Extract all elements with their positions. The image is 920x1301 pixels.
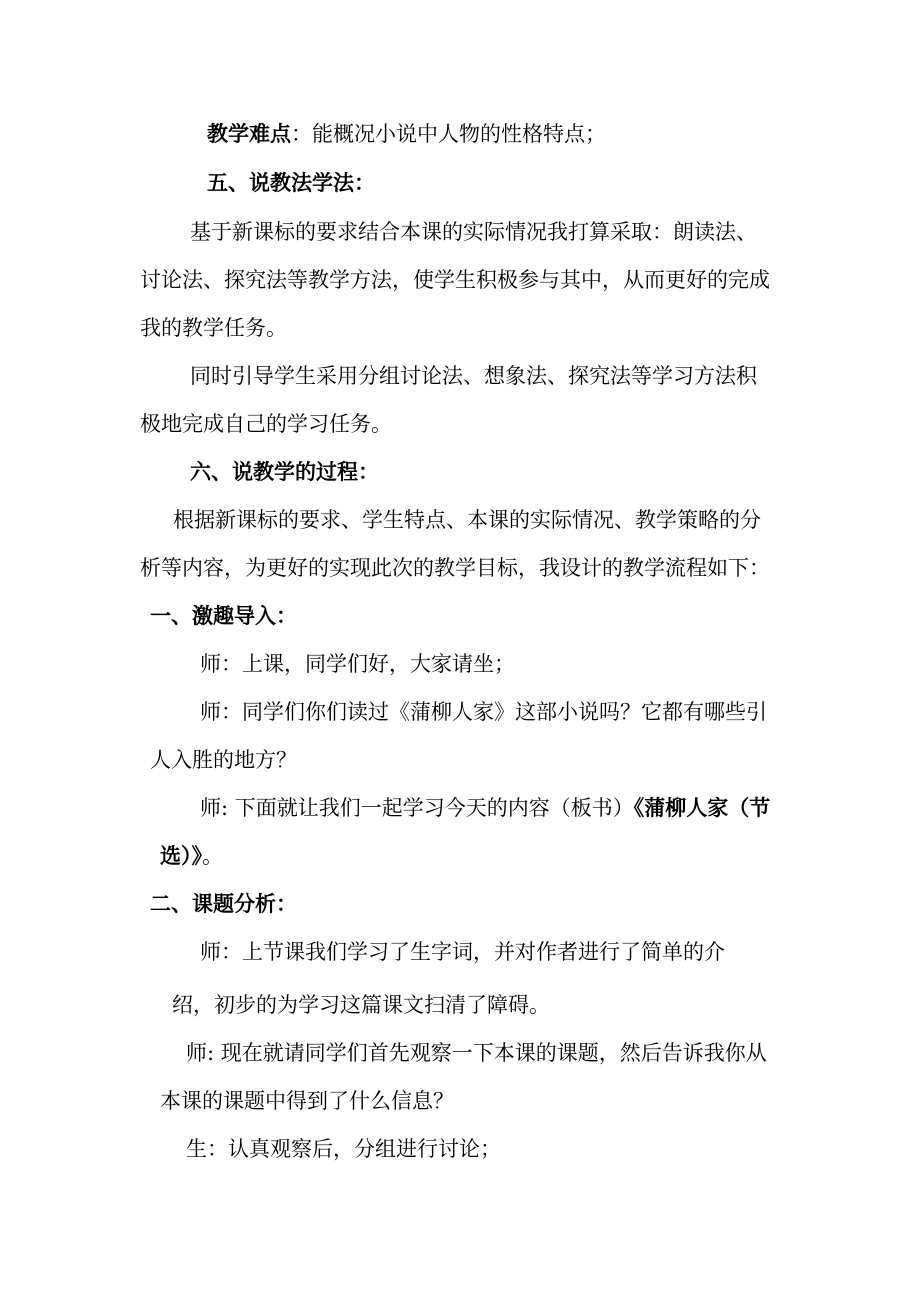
paragraph-line: 根据新课标的要求、学生特点、本课的实际情况、教学策略的分 xyxy=(173,508,761,532)
paragraph-line: 师: 现在就请同学们首先观察一下本课的课题，然后告诉我你从 xyxy=(186,1041,767,1065)
heading-section-five: 五、说教法学法： xyxy=(207,170,375,195)
board-writing-end: 。 xyxy=(202,844,223,868)
paragraph-line: 师：上课，同学们好，大家请坐； xyxy=(200,652,515,676)
paragraph-line: 师：同学们你们读过《蒲柳人家》这部小说吗？它都有哪些引 xyxy=(200,700,767,724)
paragraph-board-writing xyxy=(200,794,770,822)
paragraph-line: 讨论法、探究法等教学方法，使学生积极参与其中，从而更好的完成 xyxy=(140,268,770,292)
heading-section-six: 六、说教学的过程： xyxy=(190,459,379,484)
heading-step-two: 二、课题分析： xyxy=(150,891,297,916)
heading-step-one: 一、激趣导入： xyxy=(150,603,297,628)
paragraph-line: 师：上节课我们学习了生字词，并对作者进行了简单的介 xyxy=(200,940,725,964)
paragraph-line: 我的教学任务。 xyxy=(140,316,287,340)
paragraph-line: 人入胜的地方？ xyxy=(150,748,297,772)
board-writing-text: 师: 下面就让我们一起学习今天的内容（板书） xyxy=(200,796,634,820)
board-writing-title-cont: 选）》 xyxy=(160,843,202,868)
label-teaching-difficulty: 教学难点 xyxy=(207,121,291,146)
paragraph-line: 极地完成自己的学习任务。 xyxy=(140,412,392,436)
board-writing-title: 《蒲柳人家（节 xyxy=(633,795,771,820)
paragraph-line: 绍，初步的为学习这篇课文扫清了障碍。 xyxy=(172,993,550,1017)
text-teaching-difficulty: ：能概况小说中人物的性格特点； xyxy=(291,122,606,146)
paragraph-line: 生：认真观察后，分组进行讨论； xyxy=(186,1137,501,1161)
paragraph-line: 析等内容，为更好的实现此次的教学目标，我设计的教学流程如下： xyxy=(140,556,770,580)
paragraph-line: 同时引导学生采用分组讨论法、想象法、探究法等学习方法积 xyxy=(190,364,757,388)
paragraph-line: 本课的课题中得到了什么信息？ xyxy=(160,1089,454,1113)
paragraph-line: 基于新课标的要求结合本课的实际情况我打算采取：朗读法、 xyxy=(190,220,757,244)
paragraph-board-writing-cont xyxy=(160,842,223,870)
paragraph-teaching-difficulty xyxy=(207,120,606,148)
